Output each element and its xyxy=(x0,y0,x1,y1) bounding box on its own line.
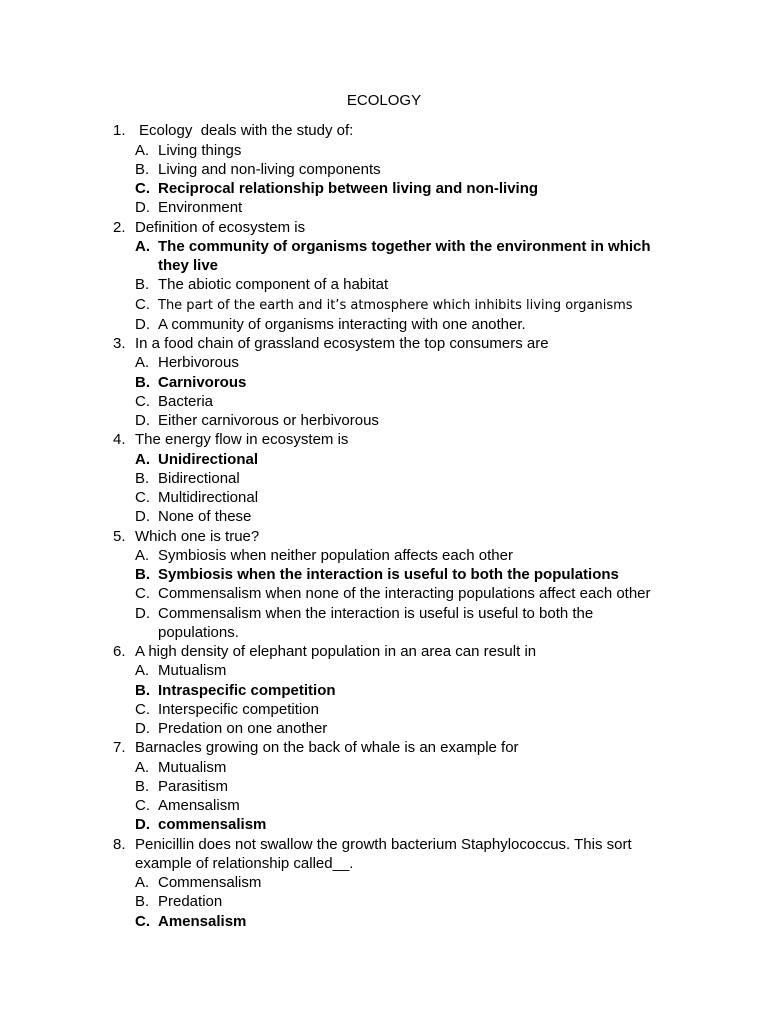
question-4-number: 4. xyxy=(113,431,126,449)
option-8c xyxy=(0,912,768,931)
option-8a-text: Commensalism xyxy=(158,874,262,892)
option-8b-text: Predation xyxy=(158,893,223,911)
option-5a-text: Symbiosis when neither population affects each other xyxy=(158,546,513,564)
option-1b-letter: B. xyxy=(135,160,150,178)
option-6d xyxy=(0,719,768,738)
option-6d-text: Predation on one another xyxy=(158,720,328,738)
option-7d-letter: D. xyxy=(135,816,150,834)
option-2d-text: A community of organisms interacting with one another. xyxy=(158,315,526,333)
option-3c-text: Bacteria xyxy=(158,392,214,410)
option-6c xyxy=(0,700,768,719)
option-5d xyxy=(0,604,768,643)
question-7-number: 7. xyxy=(113,739,126,757)
question-3-text: In a food chain of grassland ecosystem the top consumers are xyxy=(135,335,549,353)
question-3-number: 3. xyxy=(113,335,126,353)
option-7d-text: commensalism xyxy=(158,816,267,834)
option-7b-letter: B. xyxy=(135,777,150,795)
option-5c xyxy=(0,584,768,603)
option-5d-text: Commensalism when the interaction is useful is useful to both the populations. xyxy=(158,604,598,641)
question-list xyxy=(0,121,768,931)
option-4b-letter: B. xyxy=(135,469,150,487)
option-5b-letter: B. xyxy=(135,566,150,584)
option-7a-letter: A. xyxy=(135,758,150,776)
option-4d-text: None of these xyxy=(158,508,252,526)
question-6 xyxy=(0,642,768,661)
option-4d-letter: D. xyxy=(135,508,150,526)
question-8-text: Penicillin does not swallow the growth bacterium Staphylococcus. This sort example of relationship called__. xyxy=(135,835,636,872)
option-3a-letter: A. xyxy=(135,354,150,372)
option-8b-letter: B. xyxy=(135,893,150,911)
option-7a-text: Mutualism xyxy=(158,758,227,776)
option-7b-text: Parasitism xyxy=(158,777,229,795)
option-5b xyxy=(0,565,768,584)
question-7 xyxy=(0,738,768,757)
option-6a-text: Mutualism xyxy=(158,662,227,680)
option-6b-letter: B. xyxy=(135,681,150,699)
question-8 xyxy=(0,835,768,874)
option-8a xyxy=(0,873,768,892)
option-6c-letter: C. xyxy=(135,700,150,718)
option-4d xyxy=(0,507,768,526)
option-5c-letter: C. xyxy=(135,585,150,603)
option-6d-letter: D. xyxy=(135,720,150,738)
option-2d xyxy=(0,315,768,334)
question-6-text: A high density of elephant population in an area can result in xyxy=(135,643,537,661)
option-5d-letter: D. xyxy=(135,604,150,622)
option-2a-letter: A. xyxy=(135,237,150,255)
option-3c-letter: C. xyxy=(135,392,150,410)
option-4b-text: Bidirectional xyxy=(158,469,240,487)
option-3d-letter: D. xyxy=(135,412,150,430)
option-2c-letter: C. xyxy=(135,295,150,313)
option-3d xyxy=(0,411,768,430)
option-4c-text: Multidirectional xyxy=(158,489,259,507)
question-1 xyxy=(0,121,768,140)
option-5a xyxy=(0,546,768,565)
option-6a-letter: A. xyxy=(135,662,150,680)
option-3c xyxy=(0,392,768,411)
option-7d xyxy=(0,815,768,834)
option-1a-letter: A. xyxy=(135,141,150,159)
option-1d-letter: D. xyxy=(135,199,150,217)
option-2a xyxy=(0,237,768,276)
option-3b-letter: B. xyxy=(135,373,150,391)
option-1a-text: Living things xyxy=(158,141,242,159)
question-4 xyxy=(0,430,768,449)
option-6b-text: Intraspecific competition xyxy=(158,681,336,699)
option-4c-letter: C. xyxy=(135,489,150,507)
option-2c xyxy=(0,295,768,315)
option-1b xyxy=(0,160,768,179)
question-5 xyxy=(0,527,768,546)
option-7c xyxy=(0,796,768,815)
question-2-number: 2. xyxy=(113,218,126,236)
option-1d xyxy=(0,198,768,217)
option-3b xyxy=(0,373,768,392)
option-1c xyxy=(0,179,768,198)
option-8c-letter: C. xyxy=(135,912,150,930)
page-title: ECOLOGY xyxy=(346,92,422,109)
option-3d-text: Either carnivorous or herbivorous xyxy=(158,412,379,430)
question-4-text: The energy flow in ecosystem is xyxy=(135,431,349,449)
question-7-text: Barnacles growing on the back of whale is an example for xyxy=(135,739,519,757)
option-6c-text: Interspecific competition xyxy=(158,700,319,718)
option-8b xyxy=(0,892,768,911)
option-3a-text: Herbivorous xyxy=(158,354,239,372)
option-7a xyxy=(0,758,768,777)
option-4b xyxy=(0,469,768,488)
question-2 xyxy=(0,218,768,237)
option-4a xyxy=(0,450,768,469)
option-1c-text: Reciprocal relationship between living and non-living xyxy=(158,180,539,198)
option-2a-text: The community of organisms together with the environment in which they live xyxy=(158,237,655,275)
option-5c-text: Commensalism when none of the interacting populations affect each other xyxy=(158,585,651,603)
question-8-number: 8. xyxy=(113,835,126,853)
option-3a xyxy=(0,353,768,372)
option-4c xyxy=(0,488,768,507)
option-1c-letter: C. xyxy=(135,180,150,198)
question-1-number: 1. xyxy=(113,122,126,140)
question-2-text: Definition of ecosystem is xyxy=(135,218,306,236)
question-6-number: 6. xyxy=(113,643,126,661)
option-4a-text: Unidirectional xyxy=(158,450,259,468)
option-2b-letter: B. xyxy=(135,276,150,294)
option-1d-text: Environment xyxy=(158,199,243,217)
option-3b-text: Carnivorous xyxy=(158,373,247,391)
option-2b-text: The abiotic component of a habitat xyxy=(158,276,389,294)
option-1b-text: Living and non-living components xyxy=(158,160,381,178)
option-6a xyxy=(0,661,768,680)
option-7c-letter: C. xyxy=(135,797,150,815)
option-6b xyxy=(0,681,768,700)
option-4a-letter: A. xyxy=(135,450,150,468)
option-7b xyxy=(0,777,768,796)
option-5b-text: Symbiosis when the interaction is useful to both the populations xyxy=(158,566,619,584)
option-2b xyxy=(0,275,768,294)
option-8c-text: Amensalism xyxy=(158,912,247,930)
option-2c-text: The part of the earth and it’s atmosphere which inhibits living organisms xyxy=(158,297,633,313)
option-5a-letter: A. xyxy=(135,546,150,564)
option-7c-text: Amensalism xyxy=(158,797,240,815)
option-2d-letter: D. xyxy=(135,315,150,333)
question-5-number: 5. xyxy=(113,527,126,545)
question-3 xyxy=(0,334,768,353)
question-5-text: Which one is true? xyxy=(135,527,260,545)
question-1-text: Ecology deals with the study of: xyxy=(139,122,354,140)
option-1a xyxy=(0,141,768,160)
option-8a-letter: A. xyxy=(135,874,150,892)
